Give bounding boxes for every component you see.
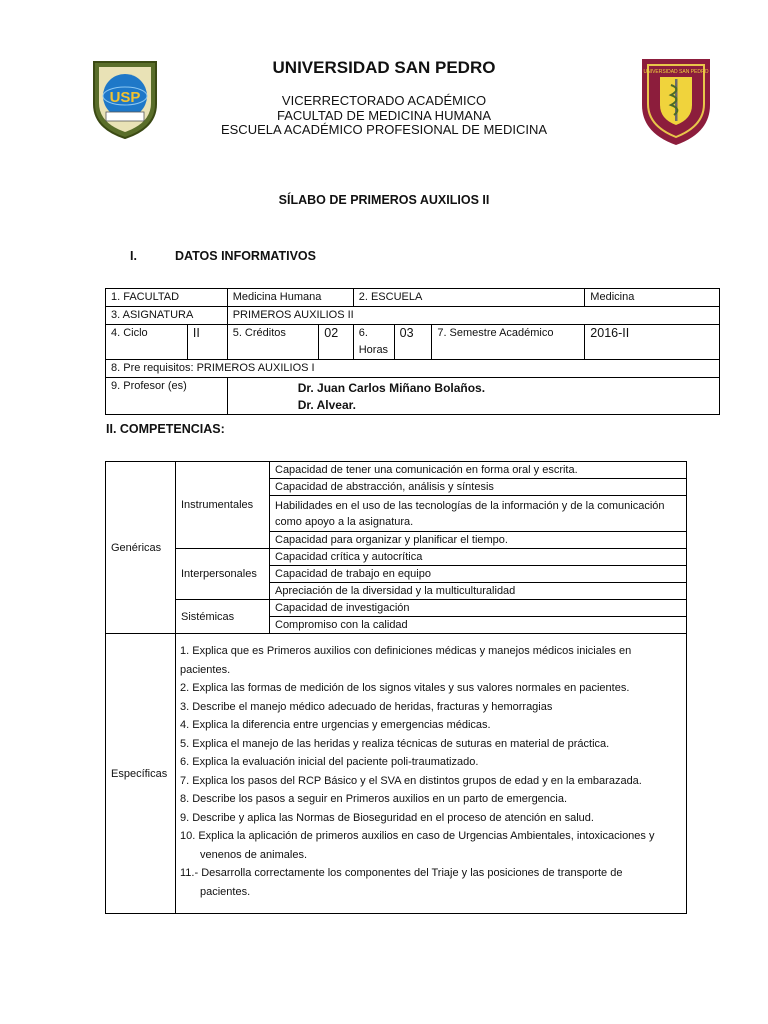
- list-item: pacientes.: [200, 885, 251, 898]
- section1-number: I.: [130, 249, 137, 263]
- university-title: UNIVERSIDAD SAN PEDRO: [272, 58, 496, 77]
- creditos-value: 02: [319, 325, 353, 360]
- seal-logo-text: UNIVERSIDAD SAN PEDRO: [643, 69, 709, 75]
- profesor-name: Dr. Alvear.: [297, 398, 356, 412]
- section2-title: II. COMPETENCIAS:: [106, 422, 225, 436]
- profesor-names: [227, 378, 719, 415]
- list-item: 3. Describe el manejo médico adecuado de heridas, fracturas y hemorragias: [180, 700, 553, 713]
- competencias-table: [105, 461, 687, 914]
- escuela-value: Medicina: [585, 289, 720, 307]
- escuela-label: 2. ESCUELA: [353, 289, 585, 307]
- list-item: 4. Explica la diferencia entre urgencias y emergencias médicas.: [180, 719, 491, 731]
- profesor-label: 9. Profesor (es): [106, 378, 228, 415]
- table-row: [106, 360, 720, 378]
- list-item: venenos de animales.: [200, 848, 308, 861]
- list-item: 1. Explica que es Primeros auxilios con definiciones médicas y manejos médicos iniciales en: [180, 645, 632, 657]
- asignatura-value: PRIMEROS AUXILIOS II: [227, 307, 719, 325]
- horas-label: 6. Horas: [353, 325, 394, 360]
- list-item: Capacidad de tener una comunicación en forma oral y escrita.: [270, 462, 687, 479]
- list-item: 9. Describe y aplica las Normas de Bioseguridad en el proceso de atención en salud.: [180, 811, 594, 824]
- table-row: [106, 325, 720, 360]
- asignatura-label: 3. ASIGNATURA: [106, 307, 228, 325]
- table-row: [106, 600, 687, 617]
- horas-value: 03: [394, 325, 432, 360]
- table-row: [106, 549, 687, 566]
- semestre-value: 2016-II: [585, 325, 720, 360]
- instrumentales-label: Instrumentales: [176, 462, 270, 549]
- list-item: 7. Explica los pasos del RCP Básico y el SVA en distintos grupos de edad y en la embarazada.: [180, 774, 642, 787]
- list-item: Capacidad de abstracción, análisis y síntesis: [270, 479, 687, 496]
- list-item: Capacidad de investigación: [270, 600, 687, 617]
- ciclo-label: 4. Ciclo: [106, 325, 188, 360]
- table-row: [106, 378, 720, 415]
- section1-title: DATOS INFORMATIVOS: [175, 249, 316, 263]
- table-row: [106, 462, 687, 479]
- profesor-name: Dr. Juan Carlos Miñano Bolaños.: [297, 381, 486, 395]
- header-line-vicerrectorado: VICERRECTORADO ACADÉMICO: [281, 93, 487, 108]
- genericas-label: Genéricas: [106, 462, 176, 634]
- facultad-label: 1. FACULTAD: [106, 289, 228, 307]
- list-item: Capacidad crítica y autocrítica: [270, 549, 687, 566]
- list-item: pacientes.: [180, 663, 231, 676]
- list-item: Apreciación de la diversidad y la multiculturalidad: [270, 583, 687, 600]
- usp-logo-text: USP: [109, 89, 141, 106]
- list-item: Habilidades en el uso de las tecnologías de la información y de la comunicación como apoyo a la asignatura.: [270, 496, 687, 532]
- list-item: 10. Explica la aplicación de primeros auxilios en caso de Urgencias Ambientales, intoxicaciones y: [180, 830, 655, 842]
- table-row: [106, 289, 720, 307]
- creditos-label: 5. Créditos: [227, 325, 319, 360]
- facultad-value: Medicina Humana: [227, 289, 353, 307]
- table-row: [106, 634, 687, 914]
- syllabus-title: SÍLABO DE PRIMEROS AUXILIOS II: [278, 193, 490, 207]
- header-line-facultad: FACULTAD DE MEDICINA HUMANA: [276, 108, 492, 123]
- especificas-label: Específicas: [106, 634, 176, 914]
- list-item: Capacidad de trabajo en equipo: [270, 566, 687, 583]
- list-item: 2. Explica las formas de medición de los signos vitales y sus valores normales en pacientes.: [180, 682, 630, 694]
- table-row: [106, 307, 720, 325]
- prerequisitos: 8. Pre requisitos: PRIMEROS AUXILIOS I: [106, 360, 720, 378]
- especificas-list: [176, 634, 687, 914]
- semestre-label: 7. Semestre Académico: [432, 325, 585, 360]
- list-item: Capacidad para organizar y planificar el tiempo.: [270, 532, 687, 549]
- list-item: 6. Explica la evaluación inicial del paciente poli-traumatizado.: [180, 756, 479, 768]
- header-line-escuela: ESCUELA ACADÉMICO PROFESIONAL DE MEDICINA: [220, 122, 548, 137]
- interpersonales-label: Interpersonales: [176, 549, 270, 600]
- info-table: [105, 288, 720, 415]
- sistemicas-label: Sistémicas: [176, 600, 270, 634]
- list-item: 8. Describe los pasos a seguir en Primeros auxilios en un parto de emergencia.: [180, 793, 568, 805]
- list-item: 5. Explica el manejo de las heridas y realiza técnicas de suturas en material de práctica.: [180, 737, 610, 750]
- ciclo-value: II: [187, 325, 227, 360]
- list-item: 11.- Desarrolla correctamente los componentes del Triaje y las posiciones de transporte de: [180, 867, 623, 879]
- list-item: Compromiso con la calidad: [270, 617, 687, 634]
